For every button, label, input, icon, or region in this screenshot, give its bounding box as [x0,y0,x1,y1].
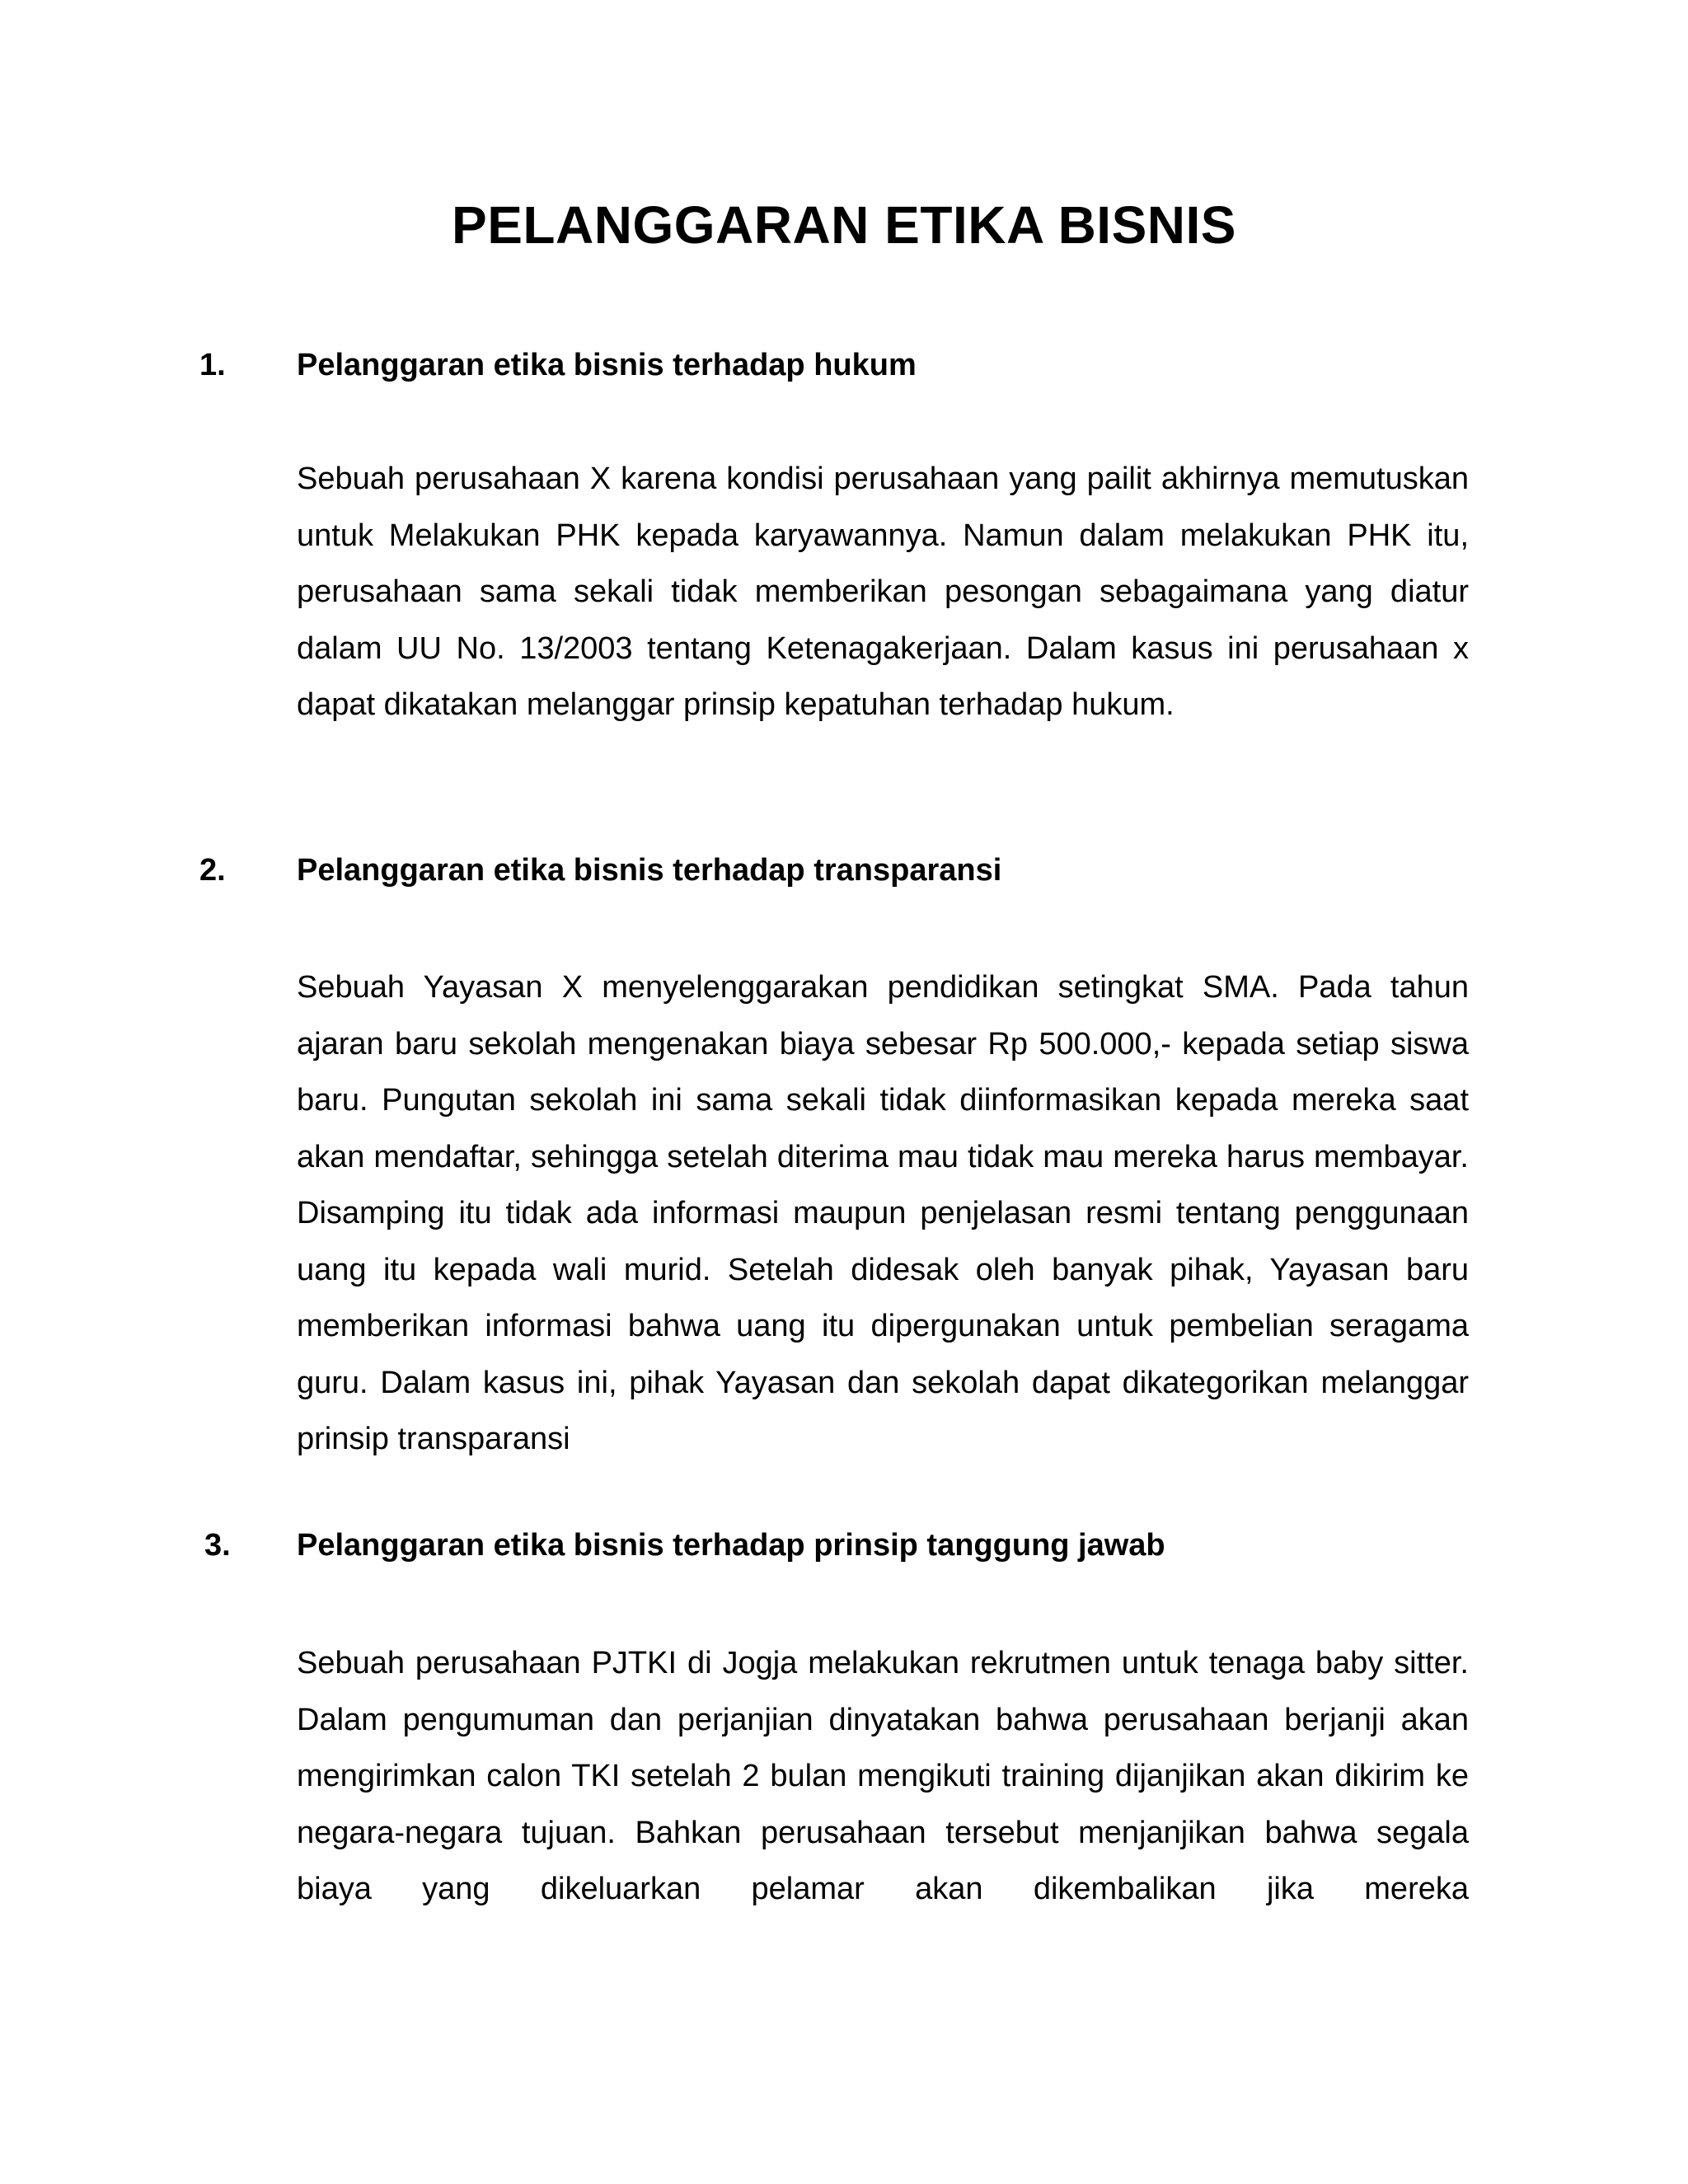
section-3-title: Pelanggaran etika bisnis terhadap prinsip tanggung jawab [297,1528,1165,1563]
document-title: PELANGGARAN ETIKA BISNIS [452,195,1236,255]
section-2-body: Sebuah Yayasan X menyelenggarakan pendidikan setingkat SMA. Pada tahun ajaran baru sekolah mengenakan biaya sebesar Rp 500.000,- kepada setiap siswa baru. Pungutan sekolah ini sama sekali tidak diinformasikan kepada mereka saat akan mendaftar, sehingga setelah diterima mau tidak mau mereka harus membayar. Disamping itu tidak ada informasi maupun penjelasan resmi tentang penggunaan uang itu kepada wali murid. Setelah didesak oleh banyak pihak, Yayasan baru memberikan informasi bahwa uang itu dipergunakan untuk pembelian seragama guru. Dalam kasus ini, pihak Yayasan dan sekolah dapat dikategorikan melanggar prinsip transparansi [297,970,1469,1456]
section-3-number: 3. [204,1528,231,1563]
section-3-body: Sebuah perusahaan PJTKI di Jogja melakukan rekrutmen untuk tenaga baby sitter. Dalam pengumuman dan perjanjian dinyatakan bahwa perusahaan berjanji akan mengirimkan calon TKI setelah 2 bulan mengikuti training dijanjikan akan dikirim ke negara-negara tujuan. Bahkan perusahaan tersebut menjanjikan bahwa segala biaya yang dikeluarkan pelamar akan dikembalikan jika mereka [297,1646,1469,1906]
section-1-body: Sebuah perusahaan X karena kondisi perusahaan yang pailit akhirnya memutuskan untuk Melakukan PHK kepada karyawannya. Namun dalam melakukan PHK itu, perusahaan sama sekali tidak memberikan pesongan sebagaimana yang diatur dalam UU No. 13/2003 tentang Ketenagakerjaan. Dalam kasus ini perusahaan x dapat dikatakan melanggar prinsip kepatuhan terhadap hukum. [297,462,1469,722]
section-2-number: 2. [199,853,226,888]
section-2-title: Pelanggaran etika bisnis terhadap transparansi [297,853,1002,888]
section-1-title: Pelanggaran etika bisnis terhadap hukum [297,348,917,382]
section-1-number: 1. [199,348,226,382]
